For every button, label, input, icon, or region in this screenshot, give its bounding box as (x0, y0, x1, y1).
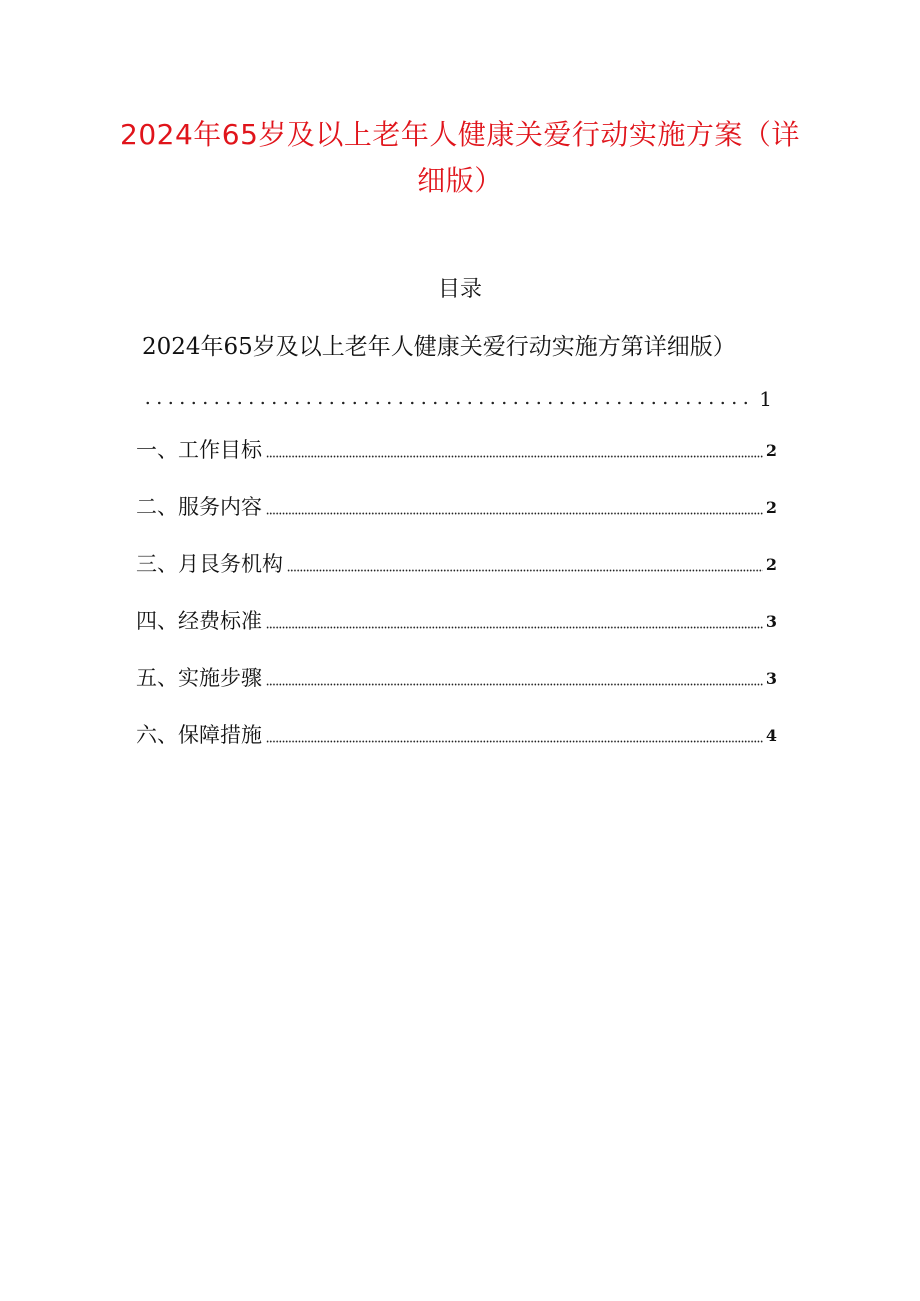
dot-leader (287, 569, 763, 572)
toc-entry[interactable] (136, 490, 777, 522)
toc-entry-label: 六、保障措施 (136, 723, 262, 747)
toc-entry[interactable] (136, 547, 777, 579)
toc-page-number: 1 (759, 387, 772, 411)
toc-entry[interactable] (136, 604, 777, 636)
dot-leader (142, 401, 755, 405)
toc-page-number: 2 (765, 555, 777, 574)
dot-leader (266, 740, 763, 743)
dot-leader (266, 455, 763, 458)
toc-page-number: 4 (765, 726, 777, 745)
toc-entry-label: 二、服务内容 (136, 495, 262, 519)
toc-entry[interactable] (136, 661, 777, 693)
document-title: 2024年65岁及以上老年人健康关爱行动实施方案（详细版） (120, 118, 800, 197)
toc-page-number: 3 (765, 612, 777, 631)
dot-leader (266, 683, 763, 686)
dot-leader (266, 626, 763, 629)
toc-entry-main-title[interactable]: 2024年65岁及以上老年人健康关爱行动实施方第详细版） (142, 334, 736, 360)
dot-leader (266, 512, 763, 515)
toc-entry[interactable] (136, 718, 777, 750)
toc-entry-label: 四、经费标准 (136, 609, 262, 633)
toc-heading: 目录 (437, 277, 482, 302)
toc-entry-label: 三、月艮务机构 (136, 552, 283, 576)
toc-entry[interactable] (136, 433, 777, 465)
toc-page-number: 2 (765, 441, 777, 460)
toc-entry-main-leader-line (142, 381, 772, 411)
toc-page-number: 3 (765, 669, 777, 688)
toc-entry-label: 五、实施步骤 (136, 666, 262, 690)
toc-page-number: 2 (765, 498, 777, 517)
toc-entry-label: 一、工作目标 (136, 438, 262, 462)
